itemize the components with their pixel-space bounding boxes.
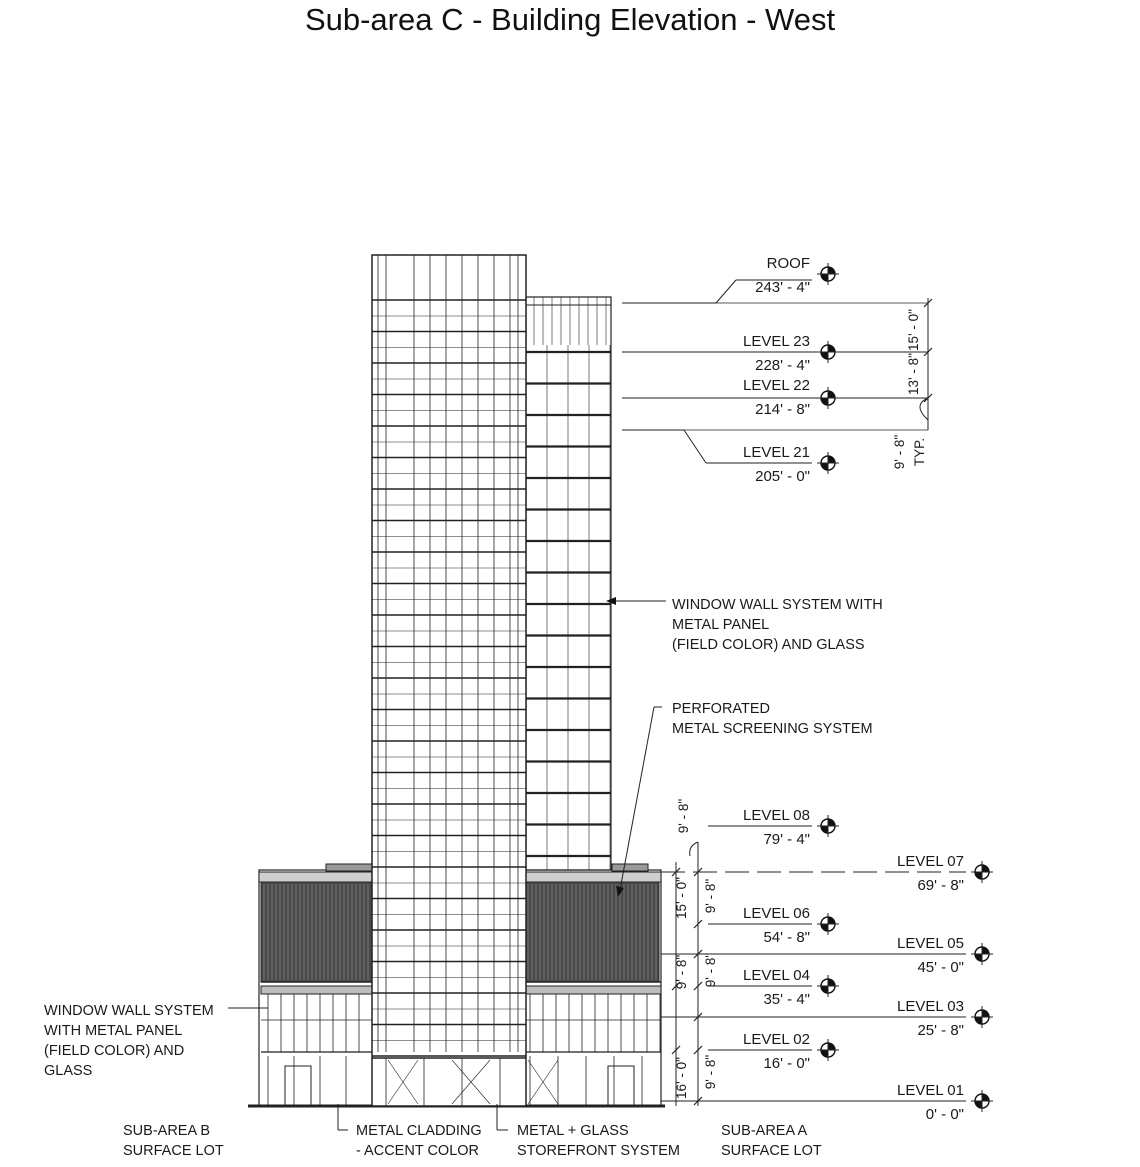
level-target-fill [821, 1050, 828, 1057]
storefront-door [608, 1066, 634, 1106]
level-name: LEVEL 23 [743, 333, 810, 350]
main-tower [372, 255, 526, 1106]
level-target-fill [828, 391, 835, 398]
note-metal-cladding-line: - ACCENT COLOR [356, 1143, 480, 1159]
right-podium-cap [521, 872, 661, 882]
dim-low-9-8-a: 9' - 8" [676, 798, 691, 834]
level-name: LEVEL 04 [743, 967, 810, 984]
level-target-fill [982, 947, 989, 954]
page-title: Sub-area C - Building Elevation - West [304, 2, 836, 37]
building-elevation [248, 255, 665, 1106]
note-perforated-line: METAL SCREENING SYSTEM [672, 721, 873, 737]
level-target-fill [821, 463, 828, 470]
level-target-fill [975, 872, 982, 879]
level-name: LEVEL 07 [897, 853, 964, 870]
dim-top-13-8: 13' - 8" [906, 353, 921, 395]
level-marker-l21 [622, 430, 928, 485]
note-sub-area-b-line: SUB-AREA B [123, 1123, 211, 1139]
dim-low-9-8-e: 9' - 8" [703, 1054, 718, 1090]
level-elevation: 45' - 0" [917, 959, 964, 976]
dim-low-16: 16' - 0" [674, 1057, 689, 1099]
level-name: LEVEL 06 [743, 905, 810, 922]
level-markers [622, 255, 993, 1123]
level-elevation: 205' - 0" [755, 468, 810, 485]
note-sub-area-b [123, 1123, 224, 1159]
level-target-fill [975, 954, 982, 961]
note-metal-cladding-line: METAL CLADDING [356, 1123, 482, 1139]
level-elevation: 214' - 8" [755, 401, 810, 418]
level-name: LEVEL 08 [743, 807, 810, 824]
rooftop-equipment [326, 864, 372, 871]
dim-typ: TYP. [912, 437, 927, 467]
level-marker-l03 [661, 998, 993, 1039]
note-storefront [517, 1123, 680, 1159]
dim-typ-9-8: 9' - 8" [892, 434, 907, 470]
note-window-wall-left-line: (FIELD COLOR) AND [44, 1043, 185, 1059]
note-window-wall-tower-line: WINDOW WALL SYSTEM WITH [672, 597, 883, 613]
level-elevation: 243' - 4" [755, 279, 810, 296]
level-target-fill [828, 267, 835, 274]
note-leader [620, 707, 654, 890]
level-target-fill [828, 917, 835, 924]
left-podium-cap [259, 872, 373, 882]
level-marker-roof [622, 255, 928, 303]
level-target-fill [821, 924, 828, 931]
level-target-fill [828, 819, 835, 826]
note-window-wall-tower [672, 597, 883, 653]
level-target-fill [982, 865, 989, 872]
note-window-wall-left-line: WITH METAL PANEL [44, 1023, 183, 1039]
note-window-wall-tower-line: (FIELD COLOR) AND GLASS [672, 637, 865, 653]
level-target-fill [828, 979, 835, 986]
note-metal-cladding [356, 1123, 482, 1159]
level-elevation: 16' - 0" [763, 1055, 810, 1072]
level-target-fill [821, 352, 828, 359]
dim-low-9-8-b: 9' - 8" [703, 878, 718, 914]
podium-band [523, 986, 661, 994]
level-elevation: 0' - 0" [925, 1106, 964, 1123]
level-elevation: 54' - 8" [763, 929, 810, 946]
level-marker-l08 [708, 807, 839, 848]
note-sub-area-a [721, 1123, 822, 1159]
level-marker-l23 [622, 333, 928, 374]
level-elevation: 69' - 8" [917, 877, 964, 894]
note-sub-area-b-line: SURFACE LOT [123, 1143, 224, 1159]
note-window-wall-tower-line: METAL PANEL [672, 617, 770, 633]
level-marker-l22 [622, 377, 928, 418]
note-sub-area-a-line: SURFACE LOT [721, 1143, 822, 1159]
dim-low-9-8-d: 9' - 8" [674, 954, 689, 990]
level-elevation: 228' - 4" [755, 357, 810, 374]
storefront-door [285, 1066, 311, 1106]
level-target-fill [821, 274, 828, 281]
level-target-fill [828, 345, 835, 352]
rooftop-equipment [612, 864, 648, 871]
level-elevation: 79' - 4" [763, 831, 810, 848]
dim-arc [690, 842, 698, 856]
note-storefront-line: METAL + GLASS [517, 1123, 629, 1139]
note-sub-area-a-line: SUB-AREA A [721, 1123, 808, 1139]
note-perforated-line: PERFORATED [672, 701, 771, 717]
level-target-fill [828, 1043, 835, 1050]
level-target-fill [821, 398, 828, 405]
level-name: LEVEL 01 [897, 1082, 964, 1099]
level-target-fill [975, 1017, 982, 1024]
dim-top-15: 15' - 0" [906, 309, 921, 351]
note-storefront-line: STOREFRONT SYSTEM [517, 1143, 681, 1159]
level-elevation: 35' - 4" [763, 991, 810, 1008]
level-target-fill [821, 826, 828, 833]
level-name: LEVEL 02 [743, 1031, 810, 1048]
level-target-fill [821, 986, 828, 993]
level-name: LEVEL 03 [897, 998, 964, 1015]
dim-low-15: 15' - 0" [674, 877, 689, 919]
level-name: LEVEL 21 [743, 444, 810, 461]
note-perforated [672, 701, 873, 737]
level-name: LEVEL 05 [897, 935, 964, 952]
note-window-wall-left [44, 1003, 214, 1079]
level-marker-l06 [708, 905, 839, 946]
level-marker-l04 [708, 967, 839, 1008]
level-leader [716, 280, 736, 303]
podium-band [261, 986, 373, 994]
level-elevation: 25' - 8" [917, 1022, 964, 1039]
note-window-wall-left-line: WINDOW WALL SYSTEM [44, 1003, 214, 1019]
level-target-fill [982, 1010, 989, 1017]
level-leader [684, 430, 706, 463]
level-name: ROOF [766, 255, 810, 272]
level-name: LEVEL 22 [743, 377, 810, 394]
dim-low-9-8-c: 9' - 8" [703, 952, 718, 988]
note-window-wall-left-line: GLASS [44, 1063, 93, 1079]
level-target-fill [975, 1101, 982, 1108]
level-target-fill [828, 456, 835, 463]
level-marker-l02 [708, 1031, 839, 1072]
level-target-fill [982, 1094, 989, 1101]
